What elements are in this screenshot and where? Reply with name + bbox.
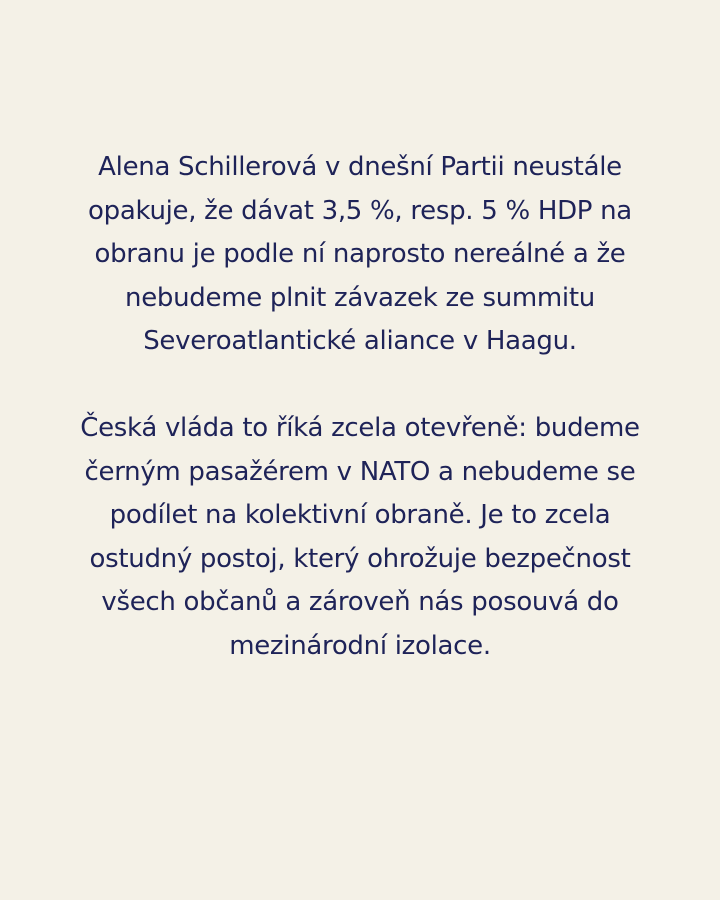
quote-text	[70, 146, 650, 668]
paragraph-1: Alena Schillerová v dnešní Partii neustále opakuje, že dávat 3,5 %, resp. 5 % HDP na obranu je podle ní naprosto nereálné a že nebudeme plnit závazek ze summitu Severoatlantické aliance v Haagu.	[88, 152, 632, 356]
paragraph-2: Česká vláda to říká zcela otevřeně: budeme černým pasažérem v NATO a nebudeme se podílet na kolektivní obraně. Je to zcela ostudný postoj, který ohrožuje bezpečnost všech občanů a zároveň nás posouvá do mezinárodní izolace.	[80, 413, 640, 661]
